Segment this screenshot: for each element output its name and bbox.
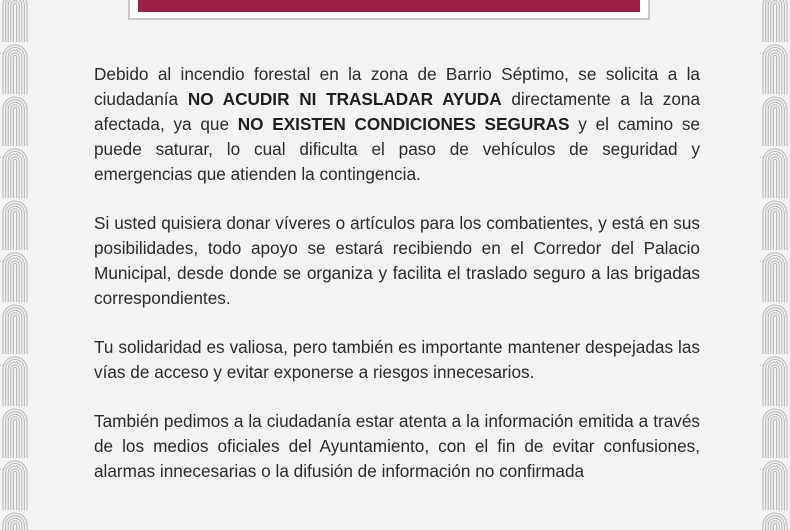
paragraph-3-text: Tu solidaridad es valiosa, pero también es importante mantener despejadas las vías de acceso y evitar exponerse a riesgos innecesarios. (94, 337, 700, 382)
paragraph-1 (94, 62, 700, 187)
paragraph-2 (94, 211, 700, 311)
paragraph-1-emphasis-2: NO EXISTEN CONDICIONES SEGURAS (237, 114, 570, 134)
paragraph-4 (94, 409, 700, 484)
paragraph-2-text: Si usted quisiera donar víveres o artículos para los combatientes, y está en sus posibilidades, todo apoyo se estará recibiendo en el Corredor del Palacio Municipal, desde donde se organiza y facilita el traslado seguro a las brigadas correspondientes. (94, 213, 700, 308)
paragraph-1-text-2: directamente a la zona afectada, ya que (94, 89, 700, 134)
paragraph-1-text-1: Debido al incendio forestal en la zona de Barrio Séptimo, se solicita a la ciudadanía (94, 64, 700, 109)
paragraph-4-text: También pedimos a la ciudadanía estar atenta a la información emitida a través de los medios oficiales del Ayuntamiento, con el fin de evitar confusiones, alarmas innecesarias o la difusión de información no confirmada (94, 411, 700, 481)
decorative-border-left (0, 0, 30, 530)
header-banner (138, 0, 640, 12)
decorative-border-right (760, 0, 790, 530)
paragraph-3 (94, 335, 700, 385)
notice-body (94, 62, 700, 508)
paragraph-1-emphasis-1: NO ACUDIR NI TRASLADAR AYUDA (187, 89, 502, 109)
paragraph-1-text-3: y el camino se puede saturar, lo cual dificulta el paso de vehículos de seguridad y emergencias que atienden la contingencia. (94, 114, 700, 184)
